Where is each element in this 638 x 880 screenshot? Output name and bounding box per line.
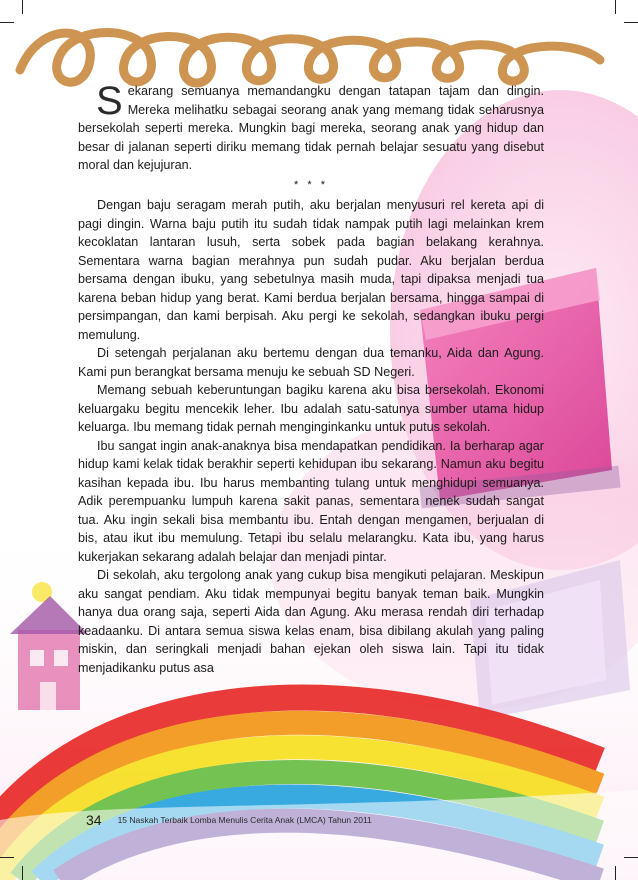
crop-mark bbox=[0, 857, 14, 858]
crop-mark bbox=[624, 857, 638, 858]
drop-cap: S bbox=[96, 79, 123, 123]
story-paragraph: Ibu sangat ingin anak-anaknya bisa mendapatkan pendidikan. Ia berharap agar hidup kami kelak tidak berakhir seperti kehidupan ibu sekarang. Namun aku begitu kasihan kepada ibu. Ibu harus membanting tulang untuk menghidupi semuanya. Adik perempuanku lumpuh karena sakit panas, sementara nenek sudah sangat tua. Aku ingin sekali bisa membantu ibu. Entah dengan mengamen, berjualan di bis, atau ikut ibu memulung. Tetapi ibu selalu melarangku. Kata ibu, yang harus kukerjakan sekarang adalah belajar dan menjadi pintar. bbox=[78, 438, 544, 564]
crop-mark bbox=[22, 0, 23, 14]
opening-paragraph bbox=[78, 79, 544, 175]
story-paragraph: Dengan baju seragam merah putih, aku berjalan menyusuri rel kereta api di pagi dingin. Warna baju putih itu sudah tidak nampak putih lagi melainkan krem kecoklatan lantaran lusuh, serta sobek pada bagian belakang kerahnya. Sementara warna bagian merahnya pun sudah pudar. Aku berjalan berdua bersama dengan ibuku, yang sebetulnya masih muda, tapi dipaksa menjadi tua karena beban hidup yang berat. Kami berdua berjalan bersama, hingga sampai di persimpangan, dan kami berpisah. Aku pergi ke sekolah, sedangkan ibuku pergi memulung. bbox=[78, 198, 544, 342]
section-separator: * * * bbox=[294, 178, 328, 191]
story-paragraph: Memang sebuah keberuntungan bagiku karena aku bisa bersekolah. Ekonomi keluargaku begitu mencekik leher. Ibu adalah satu-satunya sumber utama hidup keluarga. Ibu memang tidak pernah menginginkanku untuk putus sekolah. bbox=[78, 383, 544, 434]
crop-mark bbox=[22, 866, 23, 880]
story-text bbox=[78, 79, 544, 677]
crop-mark bbox=[615, 0, 616, 14]
swirl-doodle bbox=[20, 33, 600, 84]
story-paragraph: Di setengah perjalanan aku bertemu dengan dua temanku, Aida dan Agung. Kami pun berangkat bersama menuju ke sebuah SD Negeri. bbox=[78, 346, 544, 379]
crop-mark bbox=[624, 22, 638, 23]
crop-mark bbox=[0, 22, 14, 23]
crop-mark bbox=[615, 866, 616, 880]
footer-caption: 15 Naskah Terbaik Lomba Menulis Cerita Anak (LMCA) Tahun 2011 bbox=[117, 815, 372, 825]
story-paragraph: Di sekolah, aku tergolong anak yang cukup bisa mengikuti pelajaran. Meskipun aku sangat pendiam. Aku tidak mempunyai begitu banyak teman baik. Mungkin hanya dua orang saja, seperti Aida dan Agung. Aku merasa rendah diri terhadap keadaanku. Di antara semua siswa kelas enam, bisa dibilang akulah yang paling miskin, dan seringkali menjadi bahan ejekan oleh siswa lain. Tapi itu tidak menjadikanku putus asa bbox=[78, 568, 544, 675]
page-footer bbox=[86, 810, 372, 830]
page-number: 34 bbox=[86, 812, 102, 828]
opening-text: ekarang semuanya memandangku dengan tatapan tajam dan dingin. Mereka melihatku sebagai seorang anak yang memang tidak seharusnya bersekolah seperti mereka. Mungkin bagi mereka, seorang anak yang hidup dan besar di jalanan seperti diriku memang tidak pernah belajar sesuatu yang disebut moral dan kejujuran. bbox=[78, 84, 544, 172]
